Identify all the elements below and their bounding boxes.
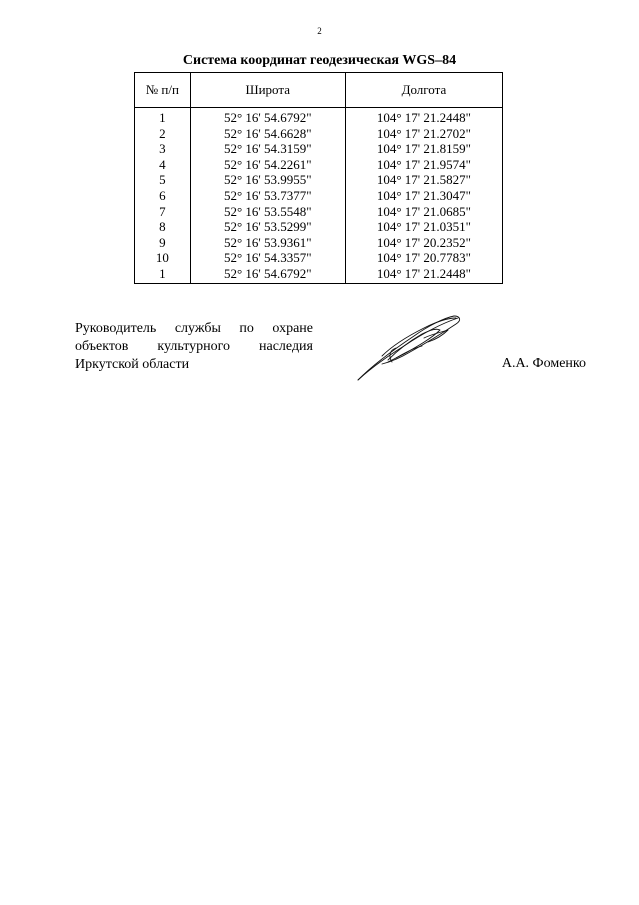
row-number: 4 [135, 157, 191, 173]
row-longitude: 104° 17' 21.0685" [345, 204, 502, 220]
row-latitude: 52° 16' 53.5548" [190, 204, 345, 220]
signer-position-line: Руководитель службы по охране [75, 321, 313, 336]
table-row [135, 126, 503, 142]
table-row [135, 108, 503, 126]
row-number: 2 [135, 126, 191, 142]
row-number: 10 [135, 250, 191, 266]
header-latitude: Широта [190, 73, 345, 108]
table-row [135, 172, 503, 188]
table-row [135, 250, 503, 266]
row-longitude: 104° 17' 21.5827" [345, 172, 502, 188]
row-latitude: 52° 16' 54.6628" [190, 126, 345, 142]
table-row [135, 204, 503, 220]
table-row [135, 188, 503, 204]
row-longitude: 104° 17' 21.3047" [345, 188, 502, 204]
row-longitude: 104° 17' 21.2448" [345, 108, 502, 126]
table-row [135, 219, 503, 235]
row-longitude: 104° 17' 21.8159" [345, 141, 502, 157]
row-latitude: 52° 16' 53.7377" [190, 188, 345, 204]
table-header-row [135, 73, 503, 108]
signer-position-line: Иркутской области [75, 357, 190, 372]
row-latitude: 52° 16' 54.3159" [190, 141, 345, 157]
page-number: 2 [317, 26, 322, 36]
row-latitude: 52° 16' 53.9361" [190, 235, 345, 251]
row-latitude: 52° 16' 54.2261" [190, 157, 345, 173]
coordinates-table [134, 72, 503, 284]
table-row [135, 235, 503, 251]
row-latitude: 52° 16' 54.3357" [190, 250, 345, 266]
row-longitude: 104° 17' 20.2352" [345, 235, 502, 251]
row-number: 9 [135, 235, 191, 251]
table-row [135, 141, 503, 157]
handwritten-signature [352, 312, 464, 384]
row-number: 6 [135, 188, 191, 204]
row-latitude: 52° 16' 53.9955" [190, 172, 345, 188]
row-latitude: 52° 16' 53.5299" [190, 219, 345, 235]
row-longitude: 104° 17' 21.2702" [345, 126, 502, 142]
row-number: 7 [135, 204, 191, 220]
row-number: 8 [135, 219, 191, 235]
header-longitude: Долгота [345, 73, 502, 108]
row-longitude: 104° 17' 21.0351" [345, 219, 502, 235]
row-longitude: 104° 17' 20.7783" [345, 250, 502, 266]
row-latitude: 52° 16' 54.6792" [190, 266, 345, 283]
signer-name: А.А. Фоменко [501, 356, 586, 371]
row-number: 3 [135, 141, 191, 157]
table-row [135, 157, 503, 173]
row-number: 1 [135, 108, 191, 126]
row-latitude: 52° 16' 54.6792" [190, 108, 345, 126]
row-longitude: 104° 17' 21.9574" [345, 157, 502, 173]
signer-position [75, 320, 313, 374]
header-number: № п/п [135, 73, 191, 108]
signer-position-line: объектов культурного наследия [75, 339, 313, 354]
table-row [135, 266, 503, 283]
row-number: 1 [135, 266, 191, 283]
row-number: 5 [135, 172, 191, 188]
table-title: Система координат геодезическая WGS–84 [182, 53, 457, 68]
row-longitude: 104° 17' 21.2448" [345, 266, 502, 283]
